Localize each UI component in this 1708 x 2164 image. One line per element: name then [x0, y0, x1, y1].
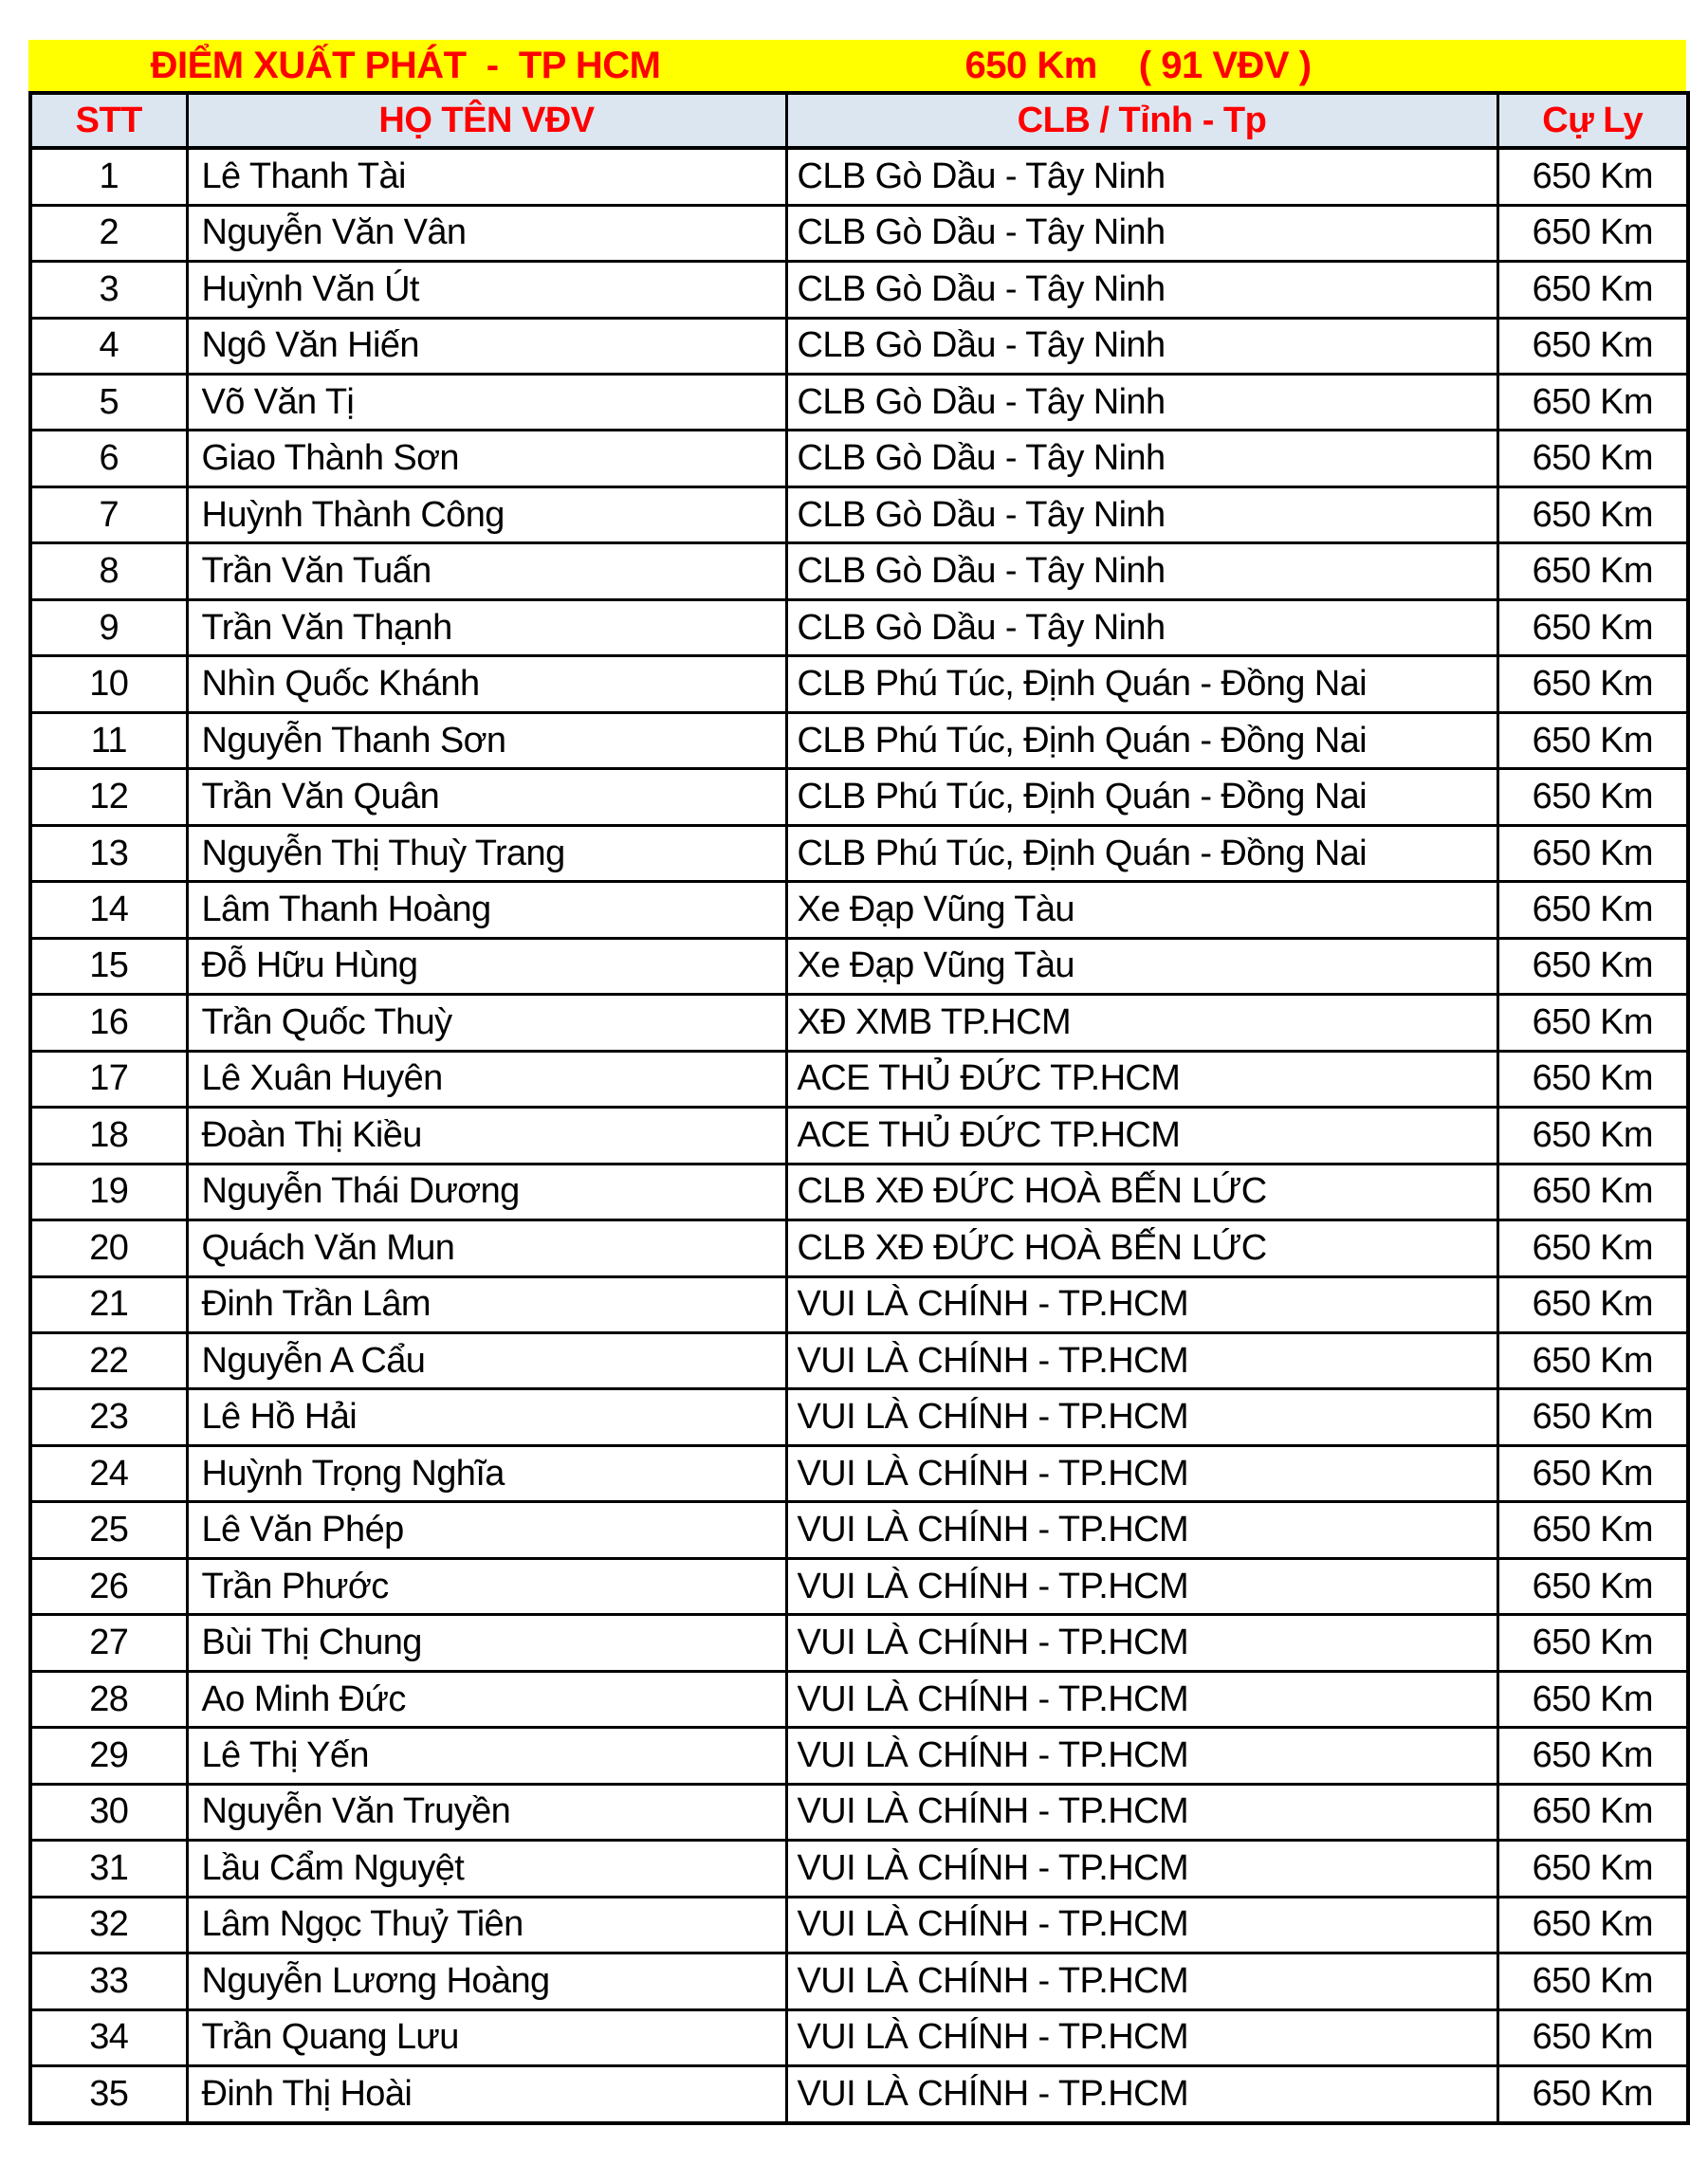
table-row	[30, 712, 1688, 768]
distance-cell: 650 Km	[1497, 148, 1688, 205]
table-row	[30, 825, 1688, 881]
stt-cell: 28	[30, 1671, 187, 1727]
name-cell: Nguyễn A Cẩu	[187, 1332, 786, 1388]
club-cell: XĐ XMB TP.HCM	[786, 995, 1497, 1051]
name-cell: Lâm Ngọc Thuỷ Tiên	[187, 1897, 786, 1953]
club-cell: ACE THỦ ĐỨC TP.HCM	[786, 1051, 1497, 1107]
stt-cell: 26	[30, 1558, 187, 1614]
distance-cell: 650 Km	[1497, 882, 1688, 938]
distance-cell: 650 Km	[1497, 712, 1688, 768]
name-cell: Nguyễn Thái Dương	[187, 1164, 786, 1220]
name-cell: Lê Thanh Tài	[187, 148, 786, 205]
table-row	[30, 1108, 1688, 1164]
name-cell: Võ Văn Tị	[187, 375, 786, 431]
stt-cell: 34	[30, 2009, 187, 2065]
distance-cell: 650 Km	[1497, 1051, 1688, 1107]
distance-cell: 650 Km	[1497, 1332, 1688, 1388]
name-cell: Lê Văn Phép	[187, 1502, 786, 1558]
table-row	[30, 995, 1688, 1051]
stt-cell: 5	[30, 375, 187, 431]
stt-cell: 21	[30, 1276, 187, 1332]
table-row	[30, 148, 1688, 205]
table-row	[30, 1276, 1688, 1332]
club-cell: VUI LÀ CHÍNH - TP.HCM	[786, 1897, 1497, 1953]
name-cell: Huỳnh Văn Út	[187, 262, 786, 318]
club-cell: VUI LÀ CHÍNH - TP.HCM	[786, 2009, 1497, 2065]
athlete-count-title: ( 91 VĐV )	[1138, 44, 1312, 86]
stt-cell: 8	[30, 543, 187, 599]
distance-cell: 650 Km	[1497, 1671, 1688, 1727]
table-row	[30, 1502, 1688, 1558]
distance-cell: 650 Km	[1497, 825, 1688, 881]
table-row	[30, 486, 1688, 542]
stt-cell: 18	[30, 1108, 187, 1164]
distance-cell: 650 Km	[1497, 205, 1688, 261]
stt-cell: 20	[30, 1220, 187, 1276]
distance-cell: 650 Km	[1497, 2009, 1688, 2065]
stt-cell: 19	[30, 1164, 187, 1220]
title-band-middle	[782, 45, 1494, 87]
stt-cell: 23	[30, 1389, 187, 1445]
club-cell: CLB Gò Dầu - Tây Ninh	[786, 205, 1497, 261]
athletes-table	[28, 91, 1690, 2125]
stt-cell: 9	[30, 599, 187, 655]
club-cell: CLB Gò Dầu - Tây Ninh	[786, 262, 1497, 318]
distance-title: 650 Km	[964, 44, 1097, 86]
table-row	[30, 938, 1688, 994]
distance-cell: 650 Km	[1497, 1164, 1688, 1220]
name-cell: Nguyễn Văn Truyền	[187, 1784, 786, 1840]
stt-cell: 6	[30, 431, 187, 486]
table-row	[30, 431, 1688, 486]
club-cell: CLB Phú Túc, Định Quán - Đồng Nai	[786, 656, 1497, 712]
distance-cell: 650 Km	[1497, 995, 1688, 1051]
club-cell: CLB XĐ ĐỨC HOÀ BẾN LỨC	[786, 1164, 1497, 1220]
table-row	[30, 318, 1688, 374]
table-row	[30, 205, 1688, 261]
club-cell: VUI LÀ CHÍNH - TP.HCM	[786, 1728, 1497, 1784]
stt-cell: 13	[30, 825, 187, 881]
distance-cell: 650 Km	[1497, 486, 1688, 542]
table-row	[30, 1558, 1688, 1614]
name-cell: Huỳnh Trọng Nghĩa	[187, 1445, 786, 1501]
stt-cell: 16	[30, 995, 187, 1051]
table-row	[30, 1389, 1688, 1445]
club-cell: CLB Phú Túc, Định Quán - Đồng Nai	[786, 825, 1497, 881]
club-cell: VUI LÀ CHÍNH - TP.HCM	[786, 2066, 1497, 2123]
name-cell: Nguyễn Thanh Sơn	[187, 712, 786, 768]
table-row	[30, 1953, 1688, 2009]
club-cell: Xe Đạp Vũng Tàu	[786, 938, 1497, 994]
column-header-name: HỌ TÊN VĐV	[187, 93, 786, 148]
club-cell: VUI LÀ CHÍNH - TP.HCM	[786, 1671, 1497, 1727]
club-cell: VUI LÀ CHÍNH - TP.HCM	[786, 1445, 1497, 1501]
title-band	[28, 40, 1686, 91]
club-cell: VUI LÀ CHÍNH - TP.HCM	[786, 1558, 1497, 1614]
stt-cell: 2	[30, 205, 187, 261]
club-cell: CLB Gò Dầu - Tây Ninh	[786, 148, 1497, 205]
table-row	[30, 375, 1688, 431]
name-cell: Đỗ Hữu Hùng	[187, 938, 786, 994]
table-row	[30, 1841, 1688, 1897]
distance-cell: 650 Km	[1497, 1276, 1688, 1332]
column-header-distance: Cự Ly	[1497, 93, 1688, 148]
table-row	[30, 1615, 1688, 1671]
club-cell: CLB Gò Dầu - Tây Ninh	[786, 431, 1497, 486]
club-cell: VUI LÀ CHÍNH - TP.HCM	[786, 1953, 1497, 2009]
club-cell: CLB Gò Dầu - Tây Ninh	[786, 318, 1497, 374]
stt-cell: 24	[30, 1445, 187, 1501]
club-cell: VUI LÀ CHÍNH - TP.HCM	[786, 1502, 1497, 1558]
distance-cell: 650 Km	[1497, 262, 1688, 318]
club-cell: CLB Gò Dầu - Tây Ninh	[786, 543, 1497, 599]
table-row	[30, 1220, 1688, 1276]
stt-cell: 33	[30, 1953, 187, 2009]
distance-cell: 650 Km	[1497, 938, 1688, 994]
stt-cell: 3	[30, 262, 187, 318]
club-cell: CLB Gò Dầu - Tây Ninh	[786, 599, 1497, 655]
distance-cell: 650 Km	[1497, 1389, 1688, 1445]
table-row	[30, 1332, 1688, 1388]
name-cell: Lê Xuân Huyên	[187, 1051, 786, 1107]
stt-cell: 31	[30, 1841, 187, 1897]
name-cell: Lầu Cẩm Nguyệt	[187, 1841, 786, 1897]
name-cell: Lâm Thanh Hoàng	[187, 882, 786, 938]
name-cell: Bùi Thị Chung	[187, 1615, 786, 1671]
stt-cell: 11	[30, 712, 187, 768]
club-cell: CLB Gò Dầu - Tây Ninh	[786, 486, 1497, 542]
table-row	[30, 769, 1688, 825]
distance-cell: 650 Km	[1497, 1502, 1688, 1558]
name-cell: Đinh Thị Hoài	[187, 2066, 786, 2123]
name-cell: Nguyễn Thị Thuỳ Trang	[187, 825, 786, 881]
name-cell: Đinh Trần Lâm	[187, 1276, 786, 1332]
table-row	[30, 1051, 1688, 1107]
distance-cell: 650 Km	[1497, 769, 1688, 825]
title-band-left	[28, 45, 782, 87]
table-row	[30, 1445, 1688, 1501]
club-cell: VUI LÀ CHÍNH - TP.HCM	[786, 1276, 1497, 1332]
distance-cell: 650 Km	[1497, 1220, 1688, 1276]
table-row	[30, 656, 1688, 712]
distance-cell: 650 Km	[1497, 431, 1688, 486]
table-row	[30, 1784, 1688, 1840]
stt-cell: 1	[30, 148, 187, 205]
club-cell: VUI LÀ CHÍNH - TP.HCM	[786, 1784, 1497, 1840]
column-header-stt: STT	[30, 93, 187, 148]
name-cell: Giao Thành Sơn	[187, 431, 786, 486]
start-point-title: ĐIỂM XUẤT PHÁT - TP HCM	[150, 44, 661, 86]
name-cell: Ngô Văn Hiến	[187, 318, 786, 374]
distance-cell: 650 Km	[1497, 599, 1688, 655]
table-row	[30, 1671, 1688, 1727]
club-cell: VUI LÀ CHÍNH - TP.HCM	[786, 1841, 1497, 1897]
column-header-club: CLB / Tỉnh - Tp	[786, 93, 1497, 148]
name-cell: Quách Văn Mun	[187, 1220, 786, 1276]
name-cell: Nguyễn Văn Vân	[187, 205, 786, 261]
name-cell: Nguyễn Lương Hoàng	[187, 1953, 786, 2009]
distance-cell: 650 Km	[1497, 1953, 1688, 2009]
club-cell: ACE THỦ ĐỨC TP.HCM	[786, 1108, 1497, 1164]
name-cell: Trần Quang Lưu	[187, 2009, 786, 2065]
stt-cell: 10	[30, 656, 187, 712]
club-cell: CLB Phú Túc, Định Quán - Đồng Nai	[786, 769, 1497, 825]
name-cell: Nhìn Quốc Khánh	[187, 656, 786, 712]
club-cell: CLB Phú Túc, Định Quán - Đồng Nai	[786, 712, 1497, 768]
table-header-row	[30, 93, 1688, 148]
table-row	[30, 882, 1688, 938]
name-cell: Huỳnh Thành Công	[187, 486, 786, 542]
stt-cell: 22	[30, 1332, 187, 1388]
table-row	[30, 1728, 1688, 1784]
club-cell: VUI LÀ CHÍNH - TP.HCM	[786, 1389, 1497, 1445]
name-cell: Đoàn Thị Kiều	[187, 1108, 786, 1164]
club-cell: Xe Đạp Vũng Tàu	[786, 882, 1497, 938]
distance-cell: 650 Km	[1497, 1897, 1688, 1953]
distance-cell: 650 Km	[1497, 1841, 1688, 1897]
distance-cell: 650 Km	[1497, 1784, 1688, 1840]
distance-cell: 650 Km	[1497, 318, 1688, 374]
distance-cell: 650 Km	[1497, 1728, 1688, 1784]
table-row	[30, 1164, 1688, 1220]
stt-cell: 25	[30, 1502, 187, 1558]
name-cell: Trần Quốc Thuỳ	[187, 995, 786, 1051]
stt-cell: 30	[30, 1784, 187, 1840]
club-cell: VUI LÀ CHÍNH - TP.HCM	[786, 1615, 1497, 1671]
distance-cell: 650 Km	[1497, 375, 1688, 431]
table-row	[30, 262, 1688, 318]
stt-cell: 35	[30, 2066, 187, 2123]
name-cell: Lê Thị Yến	[187, 1728, 786, 1784]
stt-cell: 32	[30, 1897, 187, 1953]
stt-cell: 15	[30, 938, 187, 994]
club-cell: VUI LÀ CHÍNH - TP.HCM	[786, 1332, 1497, 1388]
name-cell: Trần Văn Thạnh	[187, 599, 786, 655]
stt-cell: 4	[30, 318, 187, 374]
distance-cell: 650 Km	[1497, 1445, 1688, 1501]
stt-cell: 17	[30, 1051, 187, 1107]
stt-cell: 7	[30, 486, 187, 542]
table-body	[30, 148, 1688, 2123]
table-row	[30, 599, 1688, 655]
distance-cell: 650 Km	[1497, 656, 1688, 712]
table-row	[30, 2009, 1688, 2065]
roster-sheet	[28, 40, 1686, 2125]
table-row	[30, 543, 1688, 599]
name-cell: Trần Văn Tuấn	[187, 543, 786, 599]
distance-cell: 650 Km	[1497, 1108, 1688, 1164]
stt-cell: 29	[30, 1728, 187, 1784]
table-row	[30, 1897, 1688, 1953]
name-cell: Trần Văn Quân	[187, 769, 786, 825]
distance-cell: 650 Km	[1497, 543, 1688, 599]
name-cell: Lê Hồ Hải	[187, 1389, 786, 1445]
club-cell: CLB XĐ ĐỨC HOÀ BẾN LỨC	[786, 1220, 1497, 1276]
distance-cell: 650 Km	[1497, 1615, 1688, 1671]
name-cell: Trần Phước	[187, 1558, 786, 1614]
distance-cell: 650 Km	[1497, 1558, 1688, 1614]
stt-cell: 12	[30, 769, 187, 825]
table-row	[30, 2066, 1688, 2123]
stt-cell: 14	[30, 882, 187, 938]
club-cell: CLB Gò Dầu - Tây Ninh	[786, 375, 1497, 431]
name-cell: Ao Minh Đức	[187, 1671, 786, 1727]
stt-cell: 27	[30, 1615, 187, 1671]
distance-cell: 650 Km	[1497, 2066, 1688, 2123]
